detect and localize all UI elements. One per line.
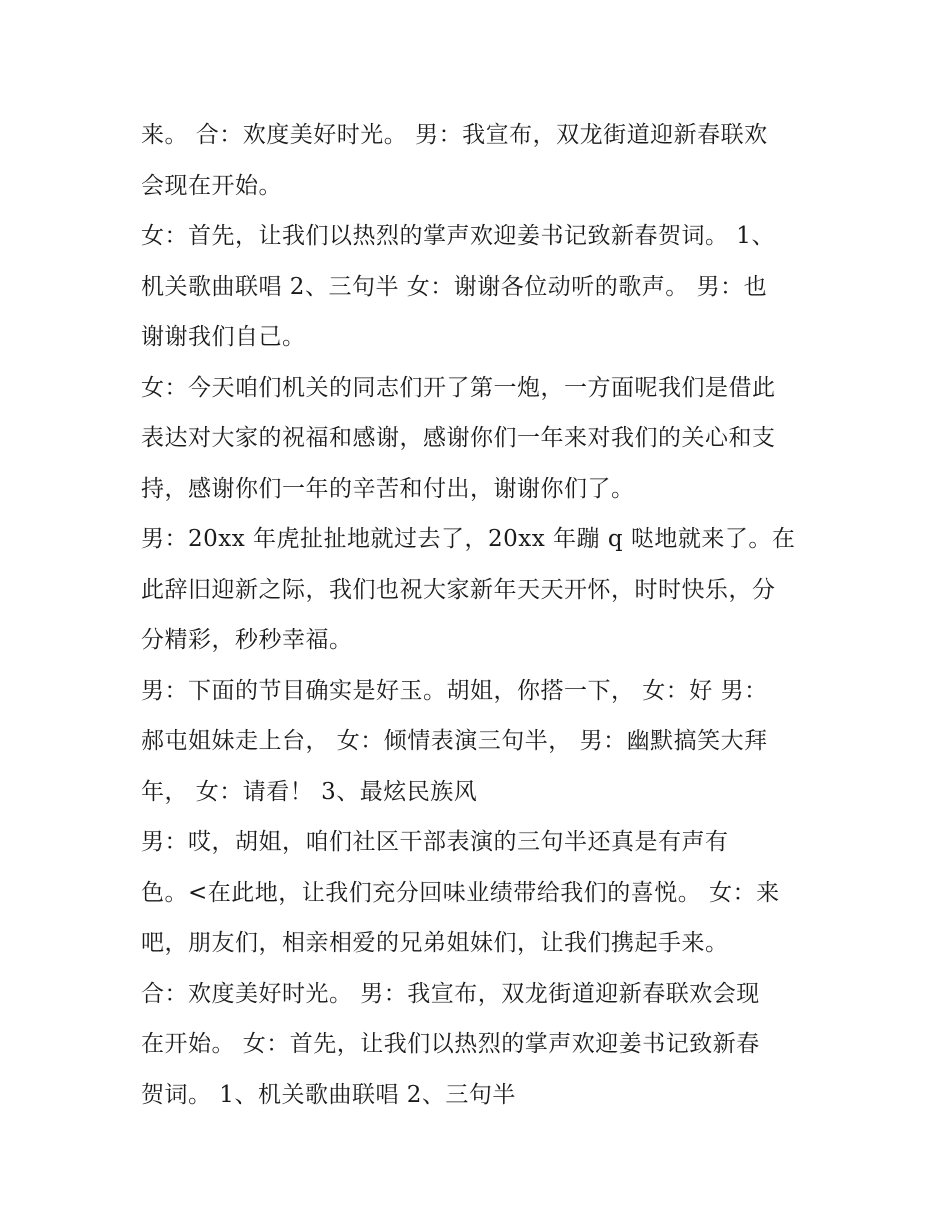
text-line: 分精彩，秒秒幸福。 xyxy=(141,627,353,653)
text-line: 会现在开始。 xyxy=(141,172,282,199)
text-line: 色。<在此地，让我们充分回味业绩带给我们的喜悦。 女：来 xyxy=(141,879,780,906)
document-body xyxy=(141,110,821,1120)
text-line: 吧，朋友们，相亲相爱的兄弟姐妹们，让我们携起手来。 xyxy=(141,930,729,956)
text-line: 贺词。 1、机关歌曲联唱 2、三句半 xyxy=(141,1081,516,1108)
paragraph-2 xyxy=(141,211,821,363)
text-line: 女：首先，让我们以热烈的掌声欢迎姜书记致新春贺词。 1、 xyxy=(141,223,775,249)
text-line: 年， 女：请看！ 3、最炫民族风 xyxy=(141,778,478,805)
text-line: 合：欢度美好时光。 男：我宣布，双龙街道迎新春联欢会现 xyxy=(141,980,760,1007)
text-line: 持，感谢你们一年的辛苦和付出，谢谢你们了。 xyxy=(141,475,635,502)
text-line: 郝屯姐妹走上台， 女：倾情表演三句半， 男：幽默搞笑大拜 xyxy=(141,728,768,754)
text-line: 机关歌曲联唱 2、三句半 女：谢谢各位动听的歌声。 男：也 xyxy=(141,273,768,300)
paragraph-4 xyxy=(141,514,821,666)
text-line: 在开始。 女：首先，让我们以热烈的掌声欢迎姜书记致新春 xyxy=(141,1031,760,1057)
paragraph-6 xyxy=(141,817,821,969)
paragraph-5 xyxy=(141,666,821,818)
text-line: 女：今天咱们机关的同志们开了第一炮，一方面呢我们是借此 xyxy=(141,374,776,401)
paragraph-1 xyxy=(141,110,821,211)
text-line: 男：哎，胡姐，咱们社区干部表演的三句半还真是有声有 xyxy=(141,829,729,855)
paragraph-3 xyxy=(141,363,821,515)
text-line: 男：20xx 年虎扯扯地就过去了，20xx 年蹦 q 哒地就来了。在 xyxy=(141,526,796,552)
paragraph-7 xyxy=(141,969,821,1121)
text-line: 表达对大家的祝福和感谢，感谢你们一年来对我们的关心和支 xyxy=(141,425,776,451)
text-line: 男：下面的节目确实是好玉。胡姐，你搭一下， 女：好 男： xyxy=(141,677,768,704)
text-line: 谢谢我们自己。 xyxy=(141,324,306,350)
text-line: 来。 合：欢度美好时光。 男：我宣布，双龙街道迎新春联欢 xyxy=(141,122,768,148)
text-line: 此辞旧迎新之际，我们也祝大家新年天天开怀，时时快乐，分 xyxy=(141,576,776,603)
